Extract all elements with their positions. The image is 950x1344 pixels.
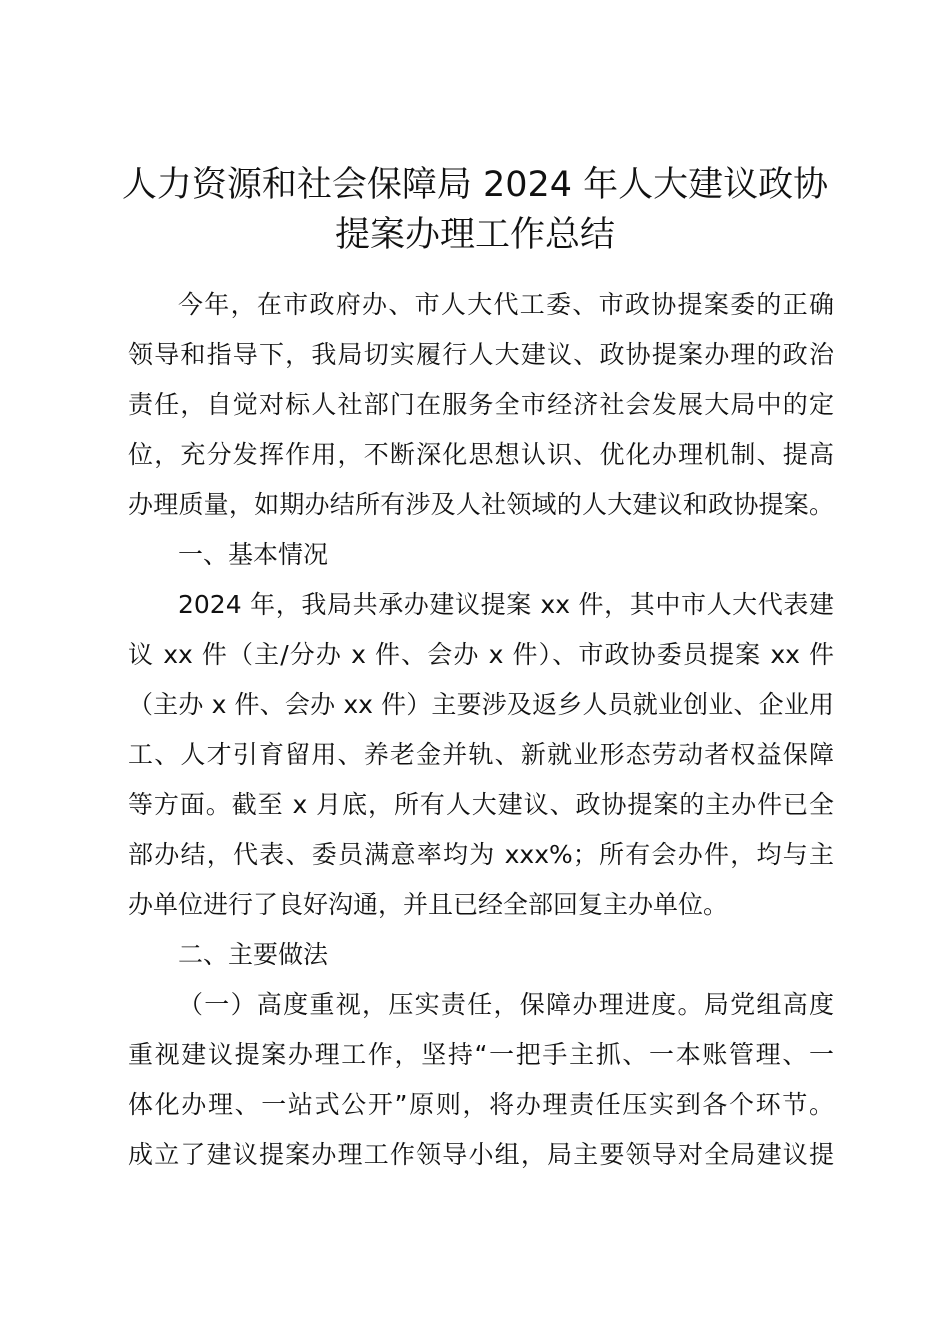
paragraph-line: 领导和指导下，我局切实履行人大建议、政协提案办理的政治 [128, 340, 834, 369]
document-title-line-2: 提案办理工作总结 [334, 215, 615, 255]
paragraph-line: 工、人才引育留用、养老金并轨、新就业形态劳动者权益保障 [128, 740, 834, 769]
paragraph-line: 重视建议提案办理工作，坚持“一把手主抓、一本账管理、一 [128, 1040, 834, 1069]
paragraph-line: 今年，在市政府办、市人大代工委、市政协提案委的正确 [178, 290, 834, 319]
paragraph-line: 办理质量，如期办结所有涉及人社领域的人大建议和政协提案。 [128, 490, 834, 519]
paragraph-line: 责任，自觉对标人社部门在服务全市经济社会发展大局中的定 [128, 390, 834, 419]
paragraph-line: （一）高度重视，压实责任，保障办理进度。局党组高度 [178, 990, 834, 1019]
paragraph-line: 议 xx 件（主/分办 x 件、会办 x 件）、市政协委员提案 xx 件 [128, 640, 834, 669]
section-heading: 一、基本情况 [178, 540, 329, 569]
paragraph-line: 成立了建议提案办理工作领导小组，局主要领导对全局建议提 [128, 1140, 834, 1169]
document-title-line-1: 人力资源和社会保障局 2024 年人大建议政协 [121, 165, 829, 205]
paragraph-line: 部办结，代表、委员满意率均为 xxx%；所有会办件，均与主 [128, 840, 834, 869]
paragraph-line: （主办 x 件、会办 xx 件）主要涉及返乡人员就业创业、企业用 [128, 690, 834, 719]
section-heading: 二、主要做法 [178, 940, 329, 969]
paragraph-line: 体化办理、一站式公开”原则，将办理责任压实到各个环节。 [128, 1090, 834, 1119]
paragraph-line: 办单位进行了良好沟通，并且已经全部回复主办单位。 [128, 890, 729, 919]
paragraph-line: 位，充分发挥作用，不断深化思想认识、优化办理机制、提高 [128, 440, 834, 469]
paragraph-line: 2024 年，我局共承办建议提案 xx 件，其中市人大代表建 [178, 590, 834, 619]
paragraph-line: 等方面。截至 x 月底，所有人大建议、政协提案的主办件已全 [128, 790, 834, 819]
